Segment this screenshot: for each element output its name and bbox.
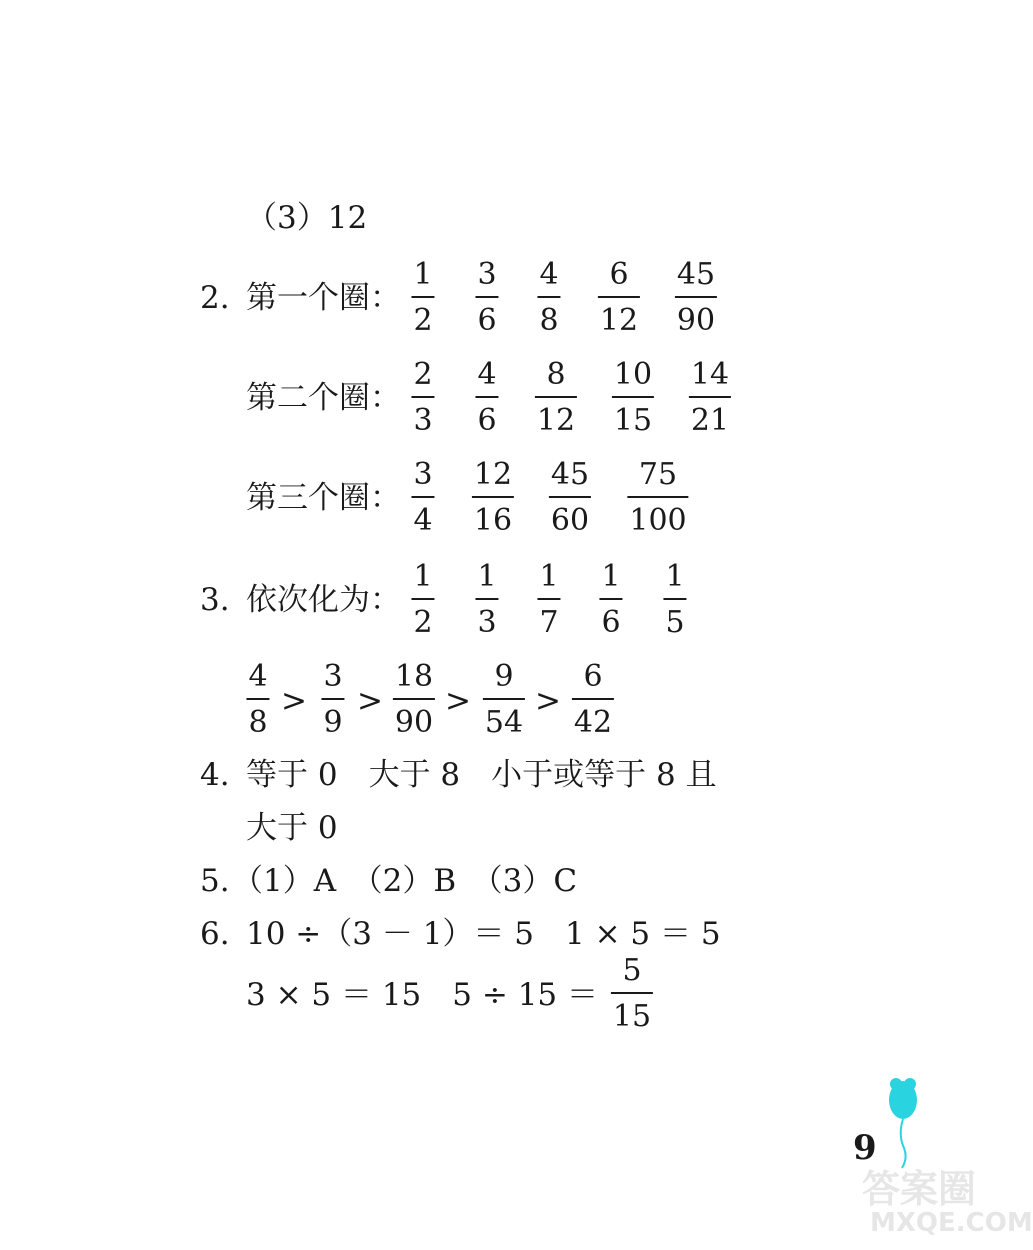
fraction [483, 660, 525, 740]
watermark-url-text: MXQE.COM [870, 1208, 1033, 1238]
fraction [537, 560, 560, 640]
denominator: 42 [573, 705, 613, 740]
numerator: 45 [550, 457, 590, 492]
q2-circle1-label: 第一个圈： [246, 280, 401, 316]
numerator: 75 [638, 457, 678, 492]
numerator: 12 [473, 457, 513, 492]
fraction [393, 660, 435, 740]
numerator: 3 [477, 257, 497, 292]
numerator: 14 [690, 357, 730, 392]
numerator: 4 [248, 659, 268, 694]
numerator: 6 [609, 257, 629, 292]
denominator: 3 [477, 605, 497, 640]
fraction [549, 458, 591, 538]
denominator: 9 [323, 705, 343, 740]
greater-than-sign: > [281, 683, 307, 719]
numerator: 4 [539, 257, 559, 292]
fraction [612, 358, 654, 438]
denominator: 8 [248, 705, 268, 740]
balloon-icon [880, 1070, 930, 1170]
numerator: 1 [413, 559, 433, 594]
greater-than-sign: > [357, 683, 383, 719]
fraction [475, 560, 498, 640]
denominator: 12 [536, 403, 576, 438]
fraction [689, 358, 731, 438]
q4-line2: 大于 0 [246, 810, 338, 846]
denominator: 5 [665, 605, 685, 640]
numerator: 1 [477, 559, 497, 594]
page-number: 9 [853, 1128, 877, 1168]
q2-circle3-label: 第三个圈： [246, 480, 401, 516]
denominator: 12 [599, 303, 639, 338]
fraction [675, 258, 717, 338]
fraction [475, 358, 498, 438]
q3-label: 依次化为： [246, 582, 401, 618]
q5-number: 5. [200, 863, 230, 899]
q4-number: 4. [200, 757, 230, 793]
numerator: 1 [665, 559, 685, 594]
greater-than-sign: > [535, 683, 561, 719]
numerator: 3 [323, 659, 343, 694]
fraction [537, 258, 560, 338]
numerator: 5 [622, 953, 642, 988]
fraction [411, 560, 434, 640]
fraction [472, 458, 514, 538]
q6-line2: 3 × 5 ＝ 15 5 ÷ 15 ＝ [246, 977, 598, 1013]
fraction [663, 560, 686, 640]
numerator: 6 [583, 659, 603, 694]
denominator: 4 [413, 503, 433, 538]
denominator: 8 [539, 303, 559, 338]
fraction [321, 660, 344, 740]
q6-number: 6. [200, 916, 230, 952]
fraction [475, 258, 498, 338]
numerator: 4 [477, 357, 497, 392]
fraction [246, 660, 269, 740]
fraction [535, 358, 577, 438]
denominator: 16 [473, 503, 513, 538]
numerator: 10 [613, 357, 653, 392]
fraction [598, 258, 640, 338]
numerator: 18 [394, 659, 434, 694]
q6-line1: 10 ÷（3 － 1）＝ 5 1 × 5 ＝ 5 [246, 916, 721, 952]
denominator: 6 [601, 605, 621, 640]
fraction [627, 458, 688, 538]
denominator: 2 [413, 303, 433, 338]
q3-number: 3. [200, 582, 230, 618]
fraction [572, 660, 614, 740]
denominator: 54 [484, 705, 524, 740]
numerator: 8 [546, 357, 566, 392]
greater-than-sign: > [445, 683, 471, 719]
numerator: 9 [494, 659, 514, 694]
denominator: 6 [477, 403, 497, 438]
numerator: 2 [413, 357, 433, 392]
denominator: 15 [613, 403, 653, 438]
q4-line1: 等于 0 大于 8 小于或等于 8 且 [246, 757, 717, 793]
numerator: 1 [413, 257, 433, 292]
q5-answers: （1）A （2）B （3）C [232, 863, 578, 899]
denominator: 2 [413, 605, 433, 640]
q2-number: 2. [200, 280, 230, 316]
q2-circle2-label: 第二个圈： [246, 380, 401, 416]
numerator: 1 [539, 559, 559, 594]
watermark-logo-text: 答案圈 [862, 1167, 977, 1211]
fraction [599, 560, 622, 640]
denominator: 21 [690, 403, 730, 438]
numerator: 45 [676, 257, 716, 292]
fraction [611, 954, 653, 1034]
answer-3-12: （3）12 [246, 200, 368, 236]
denominator: 7 [539, 605, 559, 640]
denominator: 90 [394, 705, 434, 740]
fraction [411, 458, 434, 538]
fraction [411, 358, 434, 438]
denominator: 100 [629, 503, 687, 538]
fraction [411, 258, 434, 338]
numerator: 1 [601, 559, 621, 594]
denominator: 3 [413, 403, 433, 438]
denominator: 90 [676, 303, 716, 338]
denominator: 6 [477, 303, 497, 338]
numerator: 3 [413, 457, 433, 492]
denominator: 60 [550, 503, 590, 538]
denominator: 15 [612, 999, 652, 1034]
